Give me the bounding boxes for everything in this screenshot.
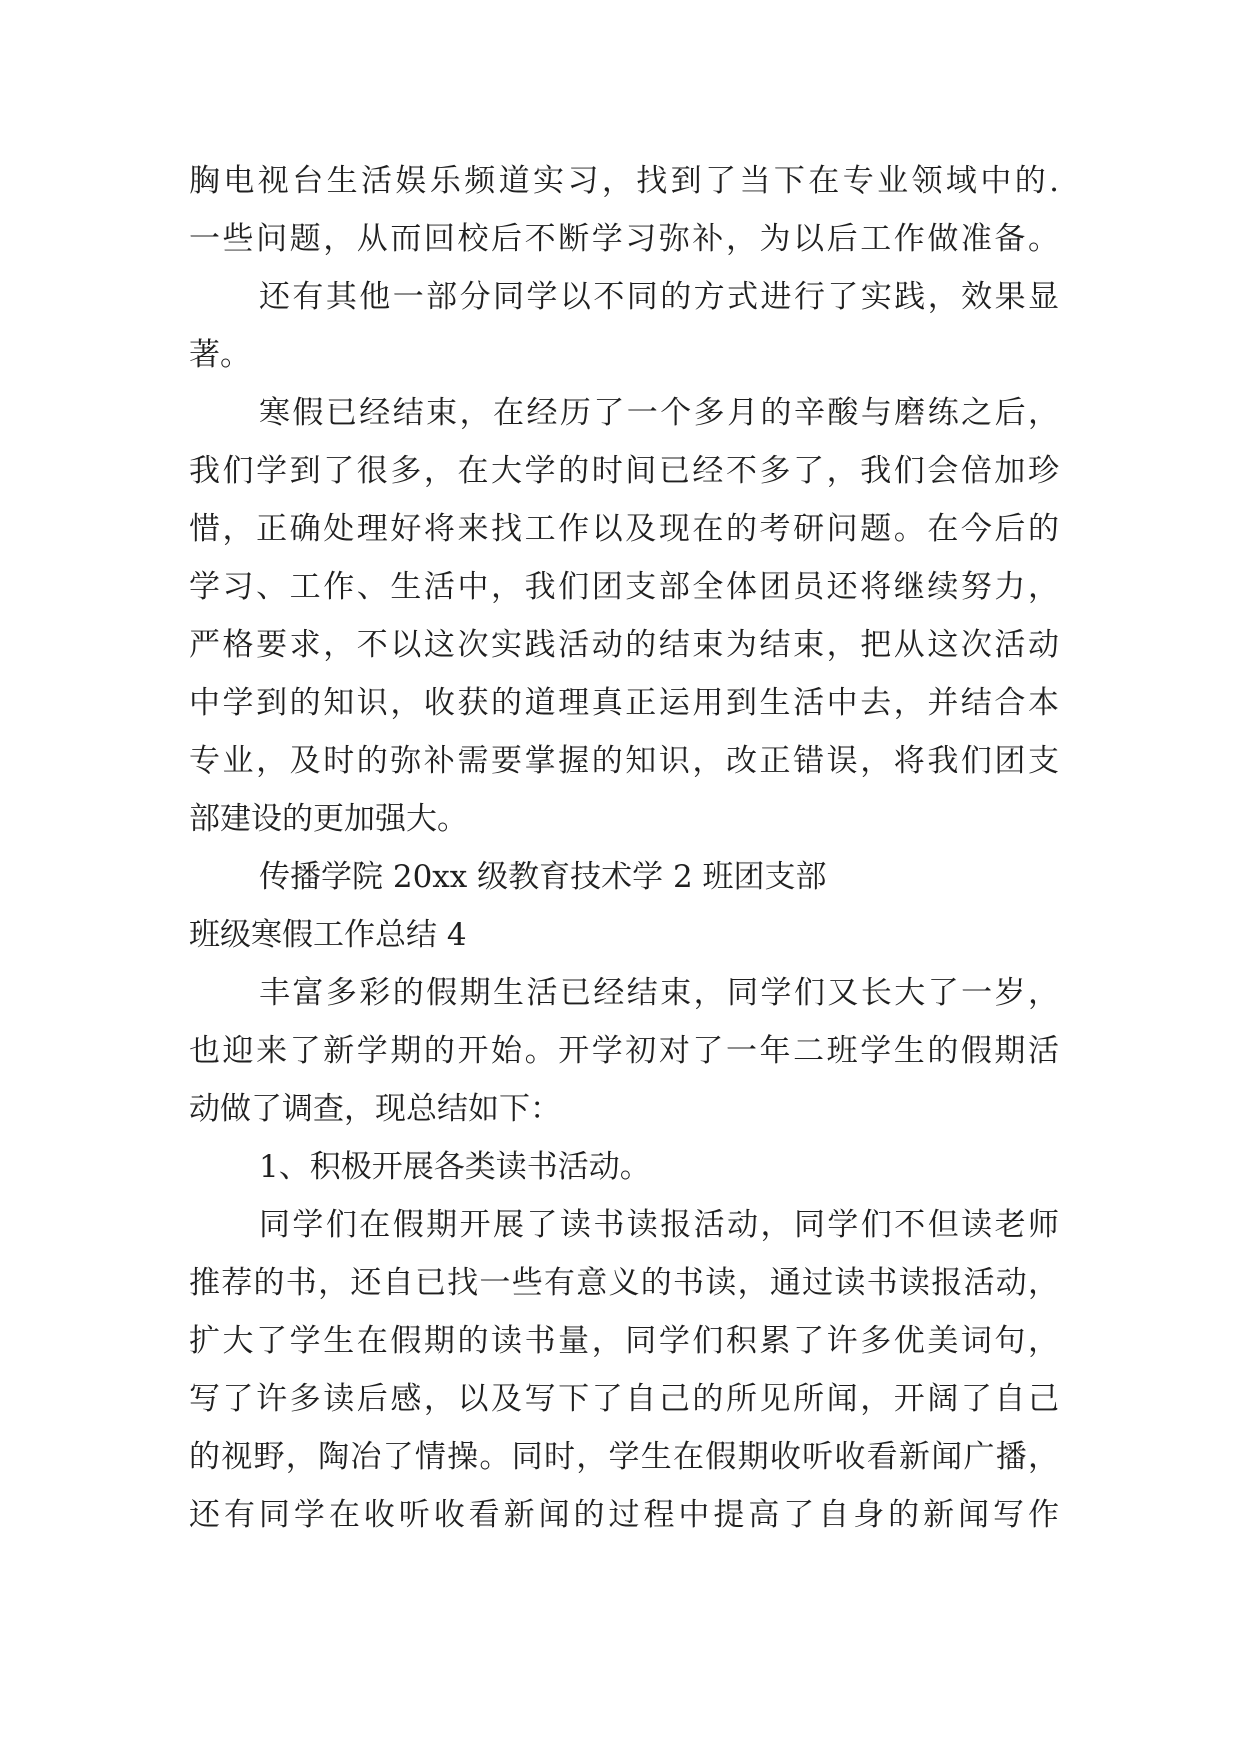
text-line: 部建设的更加强大。 [189, 801, 468, 837]
text-line: 也迎来了新学期的开始。开学初对了一年二班学生的假期活 [189, 1033, 1059, 1069]
text-line: 动做了调查，现总结如下： [189, 1091, 561, 1127]
text-line: 学习、工作、生活中，我们团支部全体团员还将继续努力， [189, 569, 1059, 605]
list-item-heading: 1、积极开展各类读书活动。 [259, 1149, 651, 1185]
text-line: 同学们在假期开展了读书读报活动，同学们不但读老师 [259, 1207, 1059, 1243]
section-title: 班级寒假工作总结 4 [189, 917, 467, 953]
signature-line: 传播学院 20xx 级教育技术学 2 班团支部 [259, 859, 827, 895]
text-line: 严格要求，不以这次实践活动的结束为结束，把从这次活动 [189, 627, 1059, 663]
text-line: 寒假已经结束，在经历了一个多月的辛酸与磨练之后， [259, 395, 1059, 431]
text-line: 还有其他一部分同学以不同的方式进行了实践，效果显 [259, 279, 1059, 315]
text-line: 的视野，陶冶了情操。同时，学生在假期收听收看新闻广播， [189, 1439, 1059, 1475]
text-line: 丰富多彩的假期生活已经结束，同学们又长大了一岁， [259, 975, 1059, 1011]
text-line: 推荐的书，还自已找一些有意义的书读，通过读书读报活动， [189, 1265, 1059, 1301]
text-line: 写了许多读后感，以及写下了自己的所见所闻，开阔了自己 [189, 1381, 1059, 1417]
text-line: 一些问题，从而回校后不断学习弥补，为以后工作做准备。 [189, 221, 1059, 257]
text-line: 专业，及时的弥补需要掌握的知识，改正错误，将我们团支 [189, 743, 1059, 779]
text-line: 还有同学在收听收看新闻的过程中提高了自身的新闻写作 [189, 1497, 1059, 1533]
text-line: 我们学到了很多，在大学的时间已经不多了，我们会倍加珍 [189, 453, 1059, 489]
document-body [189, 152, 1059, 1544]
text-line: 中学到的知识，收获的道理真正运用到生活中去，并结合本 [189, 685, 1059, 721]
text-line: 惜，正确处理好将来找工作以及现在的考研问题。在今后的 [189, 511, 1059, 547]
text-line: 扩大了学生在假期的读书量，同学们积累了许多优美词句， [189, 1323, 1059, 1359]
text-line: 胸电视台生活娱乐频道实习，找到了当下在专业领域中的. [189, 163, 1059, 199]
text-line: 著。 [189, 337, 251, 373]
